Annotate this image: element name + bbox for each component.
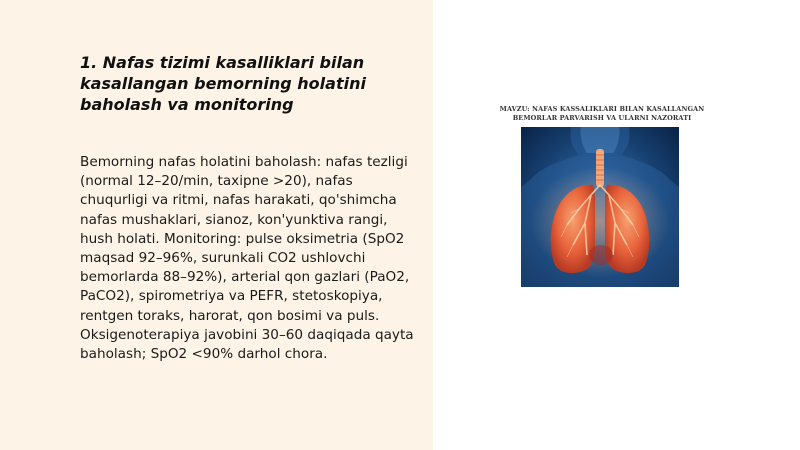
slide-body-text: Bemorning nafas holatini baholash: nafas tezligi (normal 12–20/min, taxipne >20), nafas chuqurligi va ritmi, nafas harakati, qo'shimcha nafas mushaklari, sianoz, kon'yunktiva rangi, hush holati. Monitoring: pulse oksimetria (SpO2 maqsad 92–96%, surunkali CO2 ushlovchi bemorlarda 88–92%), arterial qon gazlari (PaO2, PaCO2), spirometriya va PEFR, stetoskopiya, rentgen toraks, harorat, qon bosimi va puls. Oksigenoterapiya javobini 30–60 daqiqada qayta baholash; SpO2 <90% darhol chora. <box>80 154 414 363</box>
slide-title: 1. Nafas tizimi kasalliklari bilan kasallangan bemorning holatini baholash va monitoring <box>80 53 366 114</box>
lungs-illustration <box>521 127 679 287</box>
image-caption: MAVZU: NAFAS KASSALIKLARI BILAN KASALLANGAN BEMORLAR PARVARISH VA ULARNI NAZORATI <box>499 105 705 122</box>
heart <box>589 245 613 265</box>
